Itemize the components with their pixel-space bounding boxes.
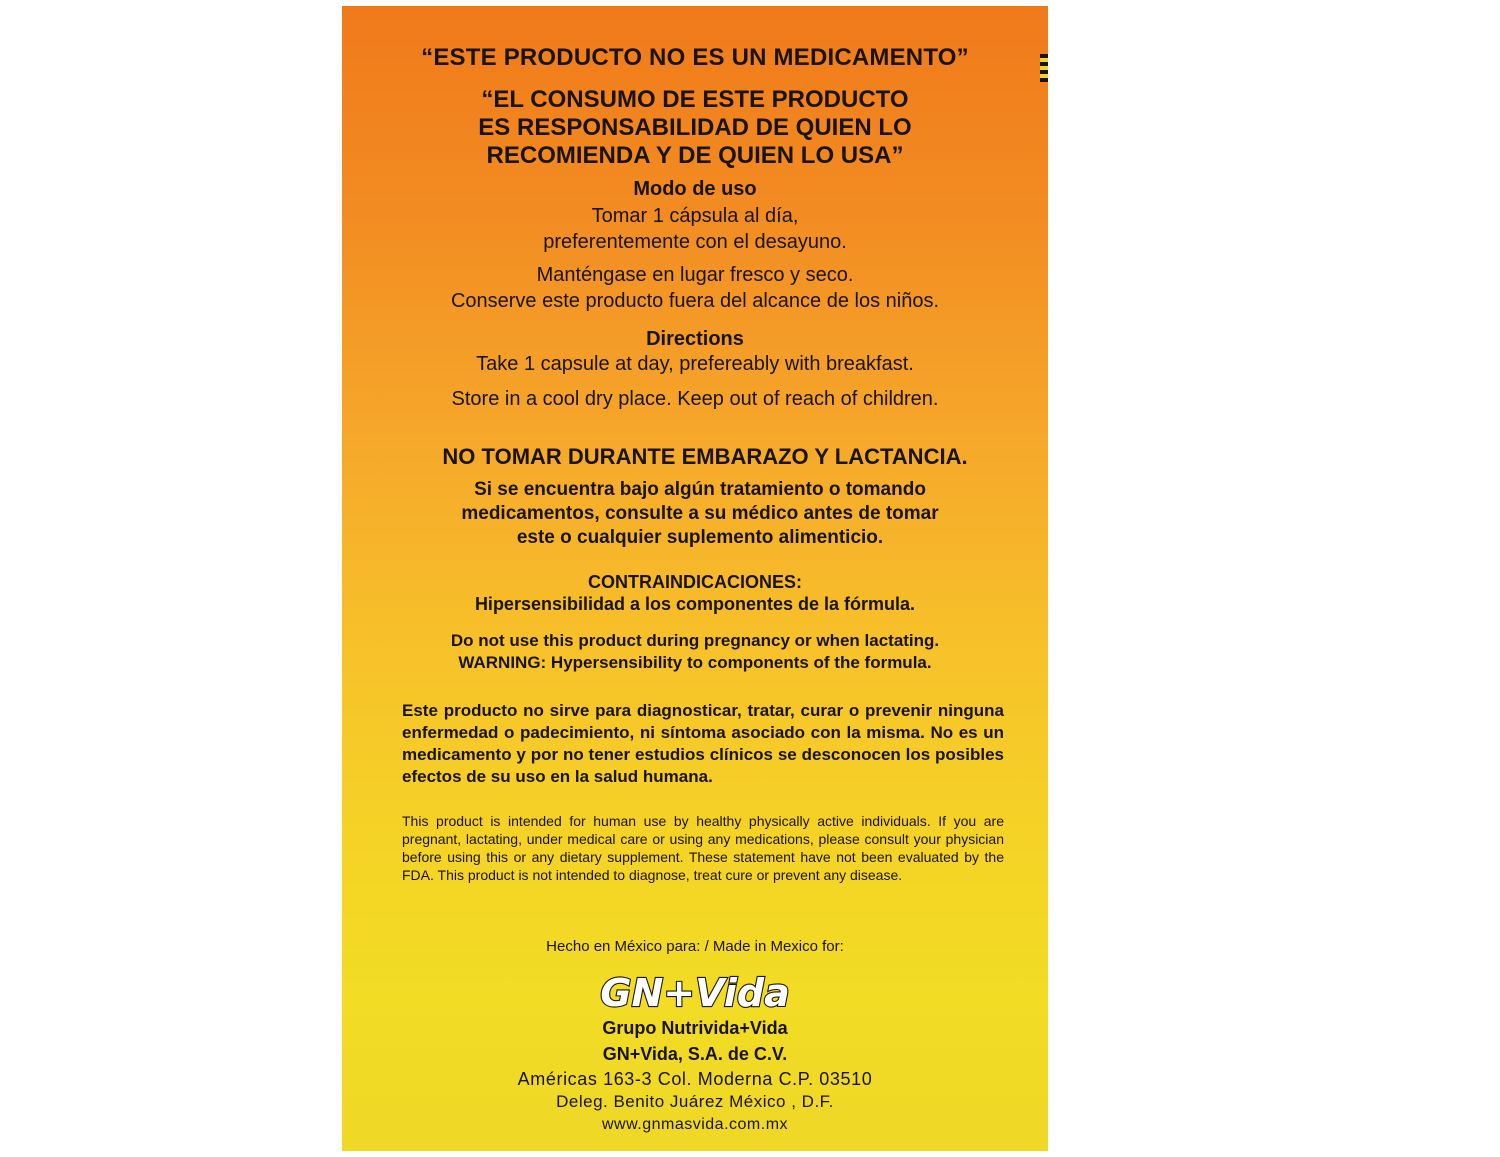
brand-logo — [342, 968, 1048, 1018]
english-warning — [342, 630, 1048, 674]
responsibility-statement — [372, 86, 1018, 170]
directions-heading: Directions — [646, 328, 744, 350]
logo-text: GN+Vida — [600, 971, 790, 1015]
treatment-warning — [382, 478, 1018, 550]
treatment-line: Si se encuentra bajo algún tratamiento o tomando — [474, 479, 926, 500]
modo-de-uso-text — [342, 203, 1048, 255]
made-in-mexico: Hecho en México para: / Made in Mexico for: — [546, 938, 844, 955]
treatment-line: este o cualquier suplemento alimenticio. — [516, 527, 884, 548]
contraindications-heading: CONTRAINDICACIONES: — [588, 572, 802, 592]
disclaimer-es: Este producto no sirve para diagnosticar, tratar, curar o prevenir ninguna enfermedad o padecimiento, ni síntoma asociado con la misma. No es un medicamento y por no tener estudios clínicos se desconocen los posibles efectos de su uso en la salud humana. — [402, 701, 1004, 786]
english-warning-line: WARNING: Hypersensibility to components of the formula. — [458, 653, 932, 672]
responsibility-line: RECOMIENDA Y DE QUIEN LO USA” — [486, 142, 904, 169]
english-warning-line: Do not use this product during pregnancy or when lactating. — [450, 631, 940, 650]
warning-title: “ESTE PRODUCTO NO ES UN MEDICAMENTO” — [421, 44, 969, 71]
address-line-2: Deleg. Benito Juárez México , D.F. — [556, 1092, 834, 1111]
directions-storage: Store in a cool dry place. Keep out of reach of children. — [451, 388, 939, 410]
product-label-panel — [342, 6, 1048, 1151]
directions-text: Take 1 capsule at day, prefereably with breakfast. — [476, 353, 914, 375]
responsibility-line: ES RESPONSABILIDAD DE QUIEN LO — [478, 114, 912, 141]
modo-line: preferentemente con el desayuno. — [543, 231, 847, 253]
storage-line: Conserve este producto fuera del alcance de los niños. — [450, 290, 940, 312]
group-name: Grupo Nutrivida+Vida — [602, 1018, 788, 1038]
pregnancy-warning: NO TOMAR DURANTE EMBARAZO Y LACTANCIA. — [442, 444, 968, 469]
modo-line: Tomar 1 cápsula al día, — [591, 205, 799, 227]
treatment-line: medicamentos, consulte a su médico antes de tomar — [461, 503, 939, 524]
responsibility-line: “EL CONSUMO DE ESTE PRODUCTO — [481, 86, 909, 113]
address-line-1: Américas 163-3 Col. Moderna C.P. 03510 — [517, 1069, 873, 1089]
contraindications-text: Hipersensibilidad a los componentes de la fórmula. — [474, 594, 916, 614]
storage-line: Manténgase en lugar fresco y seco. — [536, 264, 854, 286]
gn-vida-logo-icon — [560, 968, 830, 1018]
modo-de-uso-heading: Modo de uso — [633, 178, 757, 200]
company-name: GN+Vida, S.A. de C.V. — [602, 1044, 788, 1064]
website: www.gnmasvida.com.mx — [601, 1116, 789, 1133]
storage-text-es — [342, 262, 1048, 314]
disclaimer-en: This product is intended for human use by healthy physically active individuals. If you are pregnant, lactating, under medical care or using any medications, please consult your physician before using this or any dietary supplement. These statement have not been evaluated by the FDA. This product is not intended to diagnose, treat cure or prevent any disease. — [402, 813, 1004, 883]
